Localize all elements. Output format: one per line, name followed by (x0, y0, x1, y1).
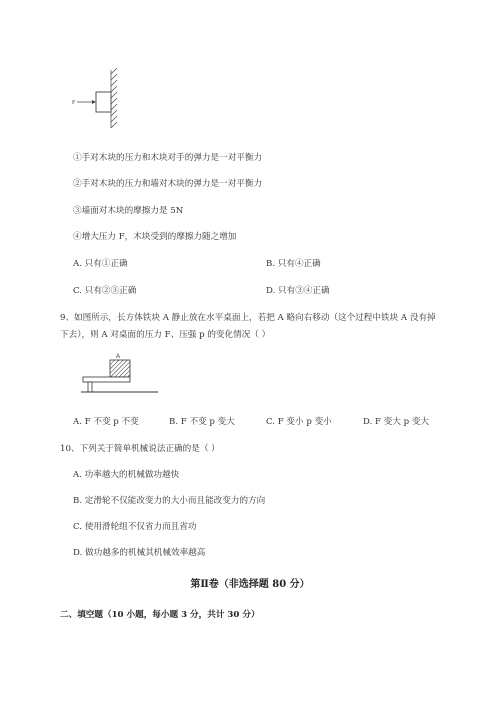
q9-stem: 9、如图所示，长方体铁块 A 静止放在水平桌面上，若把 A 略向右移动（这个过程中铁块 A 没有掉下去），则 A 对桌面的压力 F、压强 p 的变化情况（ ） (60, 313, 436, 340)
iron-block-a (110, 360, 130, 377)
q10-stem: 10、下列关于简单机械说法正确的是（ ） (60, 444, 220, 454)
block-a-label: A (116, 354, 121, 360)
section-title: 第Ⅱ卷（非选择题 80 分） (190, 579, 310, 590)
wall-hatching (111, 68, 117, 128)
statement-2: ②手对木块的压力和墙对木块的弹力是一对平衡力 (73, 179, 263, 189)
q8-option-d[interactable]: D. 只有③④正确 (266, 286, 330, 296)
force-arrowhead (92, 100, 96, 104)
force-label: F (72, 100, 76, 106)
q9-option-a[interactable]: A. F 不变 p 不变 (73, 417, 139, 427)
q8-option-a[interactable]: A. 只有①正确 (73, 259, 128, 269)
wooden-block (96, 92, 111, 112)
q10-option-a[interactable]: A. 功率越大的机械做功越快 (73, 470, 180, 480)
statement-4: ④增大压力 F，木块受到的摩擦力随之增加 (73, 232, 237, 242)
q10-option-d[interactable]: D. 做功越多的机械其机械效率越高 (73, 548, 206, 558)
table-leg (88, 382, 92, 392)
table-top (83, 377, 130, 382)
subsection-heading: 二、填空题（10 小题，每小题 3 分，共计 30 分） (60, 610, 260, 620)
q10-option-c[interactable]: C. 使用滑轮组不仅省力而且省功 (73, 522, 197, 532)
q9-option-b[interactable]: B. F 不变 p 变大 (169, 417, 235, 427)
statement-3: ③墙面对木块的摩擦力是 5N (73, 206, 184, 216)
figure-block-on-table (80, 352, 160, 394)
statement-1: ①手对木块的压力和木块对手的弹力是一对平衡力 (73, 153, 263, 163)
figure-block-against-wall (60, 68, 130, 130)
q10-option-b[interactable]: B. 定滑轮不仅能改变力的大小而且能改变力的方向 (73, 496, 266, 506)
q8-option-b[interactable]: B. 只有④正确 (266, 259, 321, 269)
q9-option-d[interactable]: D. F 变大 p 变大 (363, 417, 430, 427)
q8-option-c[interactable]: C. 只有②③正确 (73, 286, 137, 296)
q9-option-c[interactable]: C. F 变小 p 变小 (266, 417, 332, 427)
